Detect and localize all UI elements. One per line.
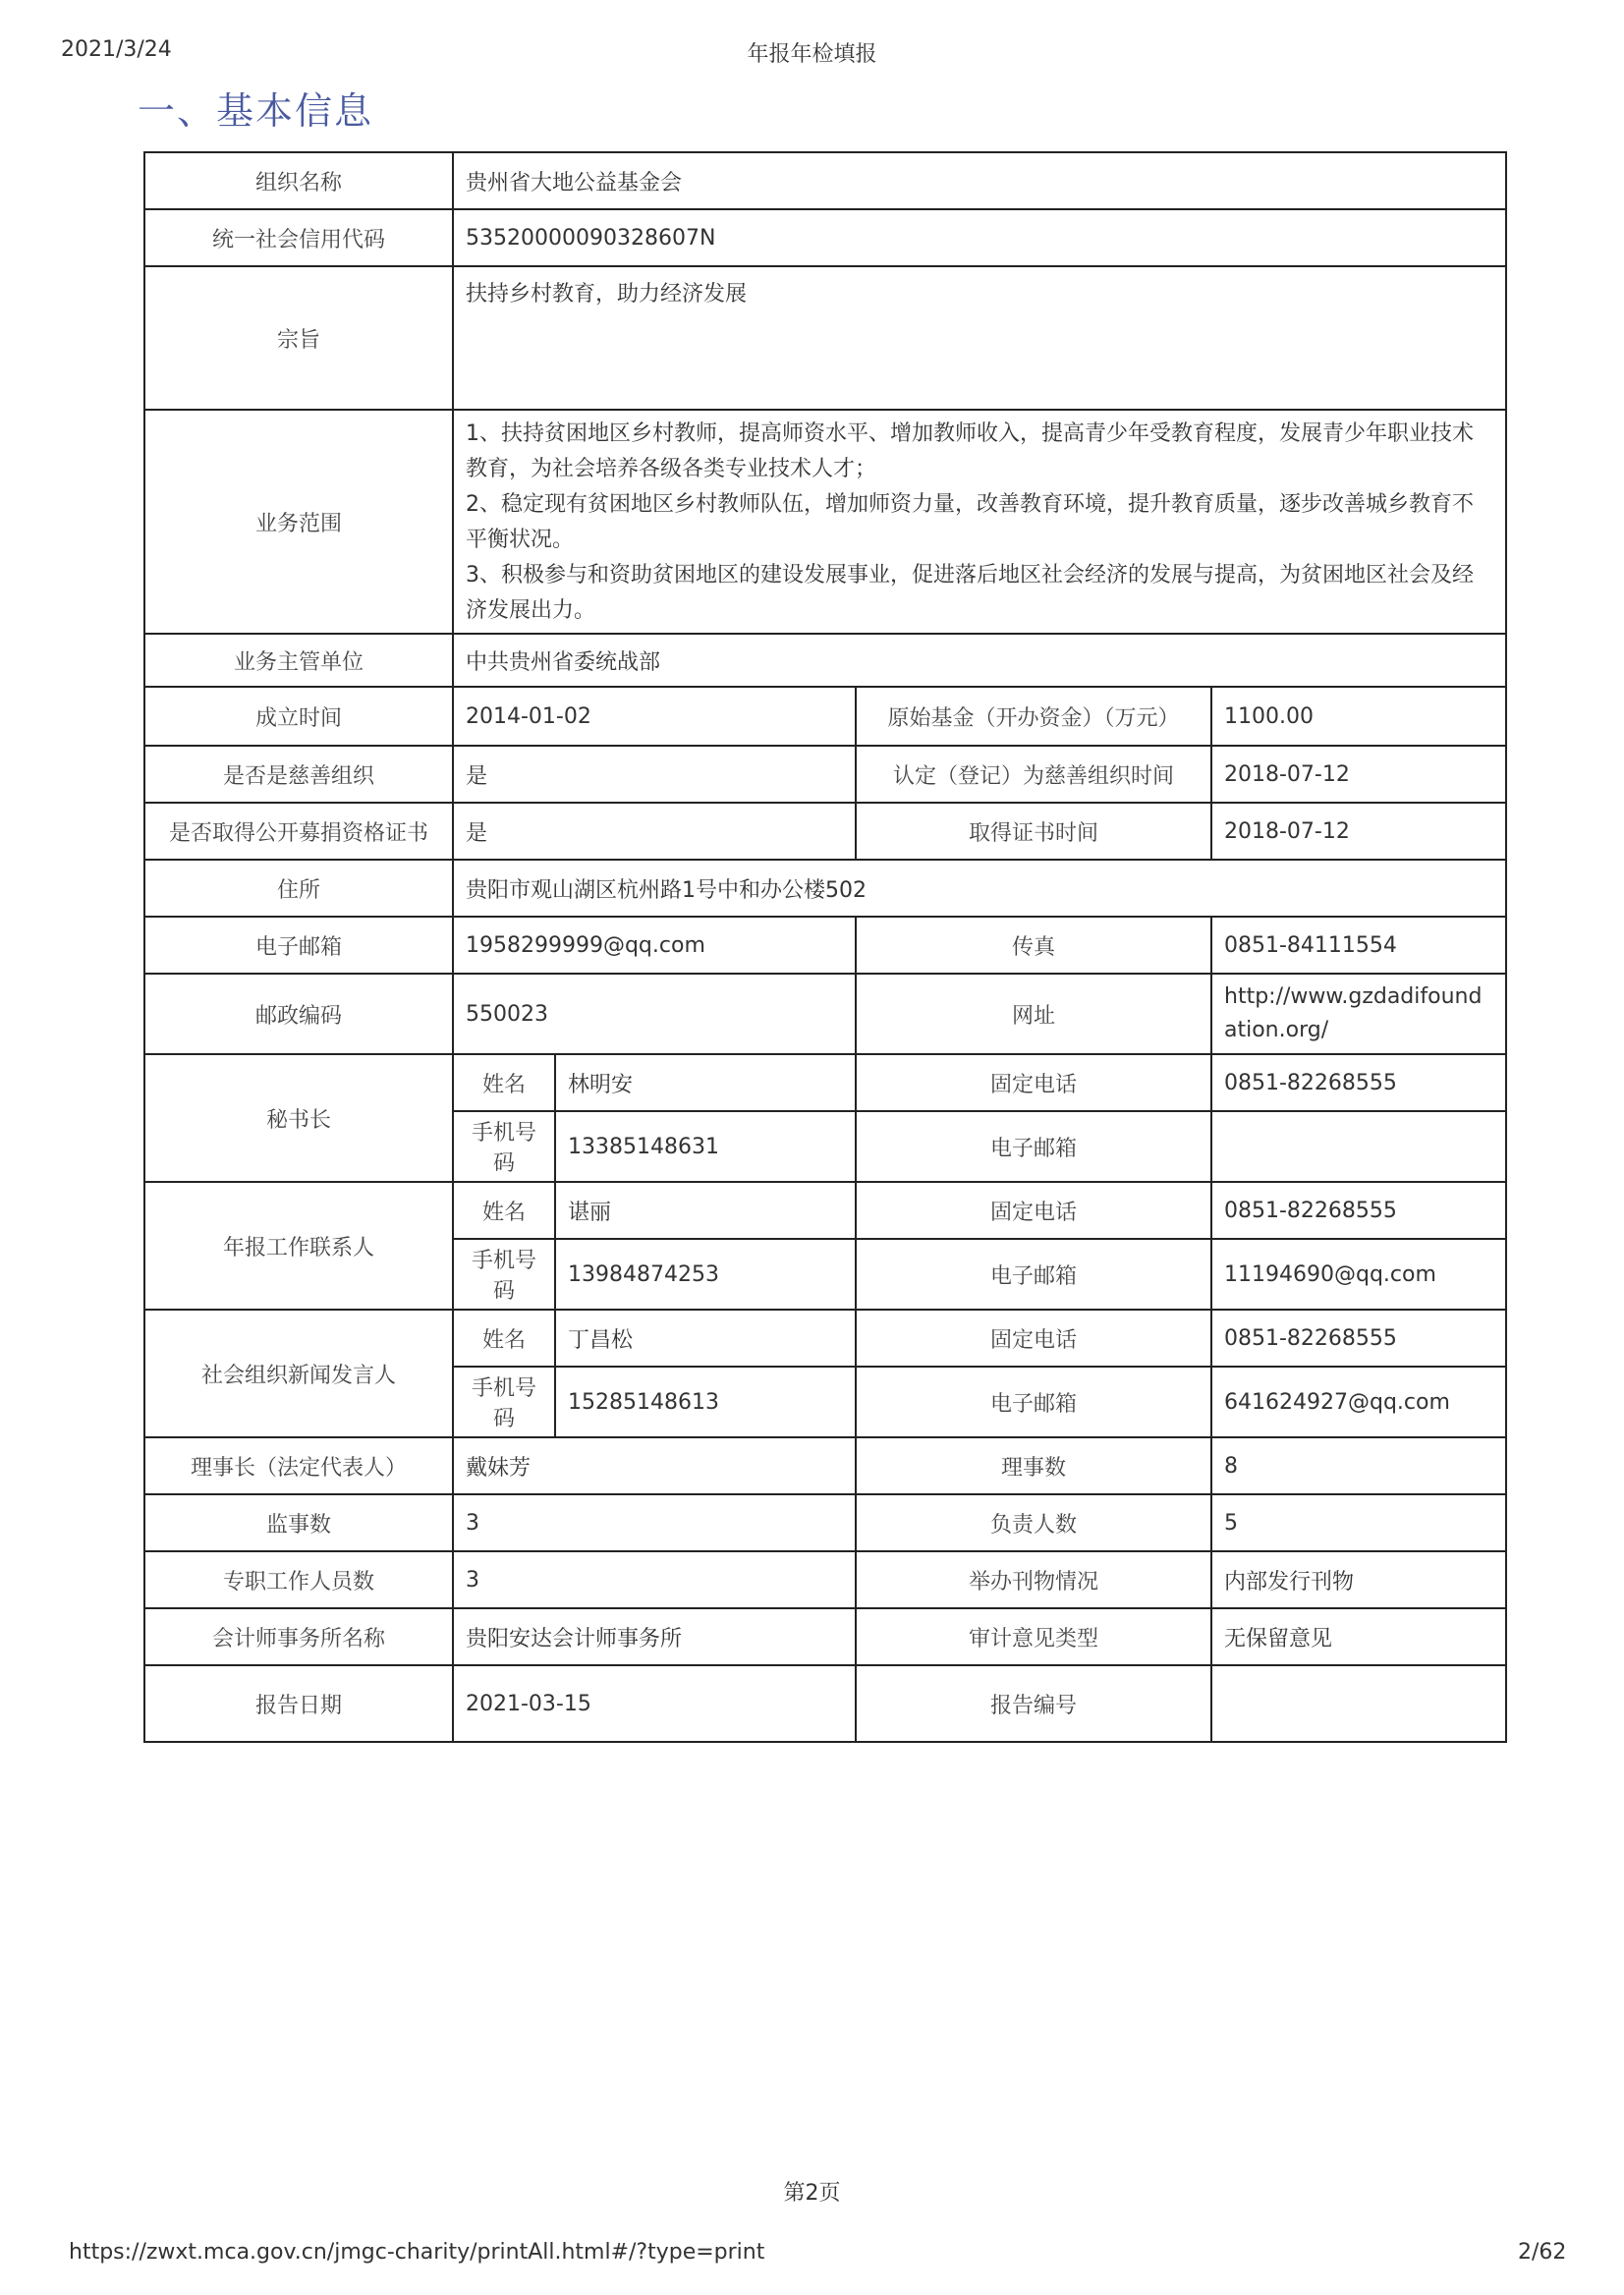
email-value: 1958299999@qq.com [453,917,856,974]
email-label: 电子邮箱 [144,917,453,974]
table-row [144,1182,1506,1239]
report-contact-email: 11194690@qq.com [1211,1239,1506,1310]
footer-url: https://zwxt.mca.gov.cn/jmgc-charity/printAll.html#/?type=print [69,2240,765,2265]
spokesperson-phone: 0851-82268555 [1211,1310,1506,1367]
contact-email-label: 电子邮箱 [856,1367,1211,1437]
table-row [144,1494,1506,1551]
supervisors-label: 监事数 [144,1494,453,1551]
charity-date-label: 认定（登记）为慈善组织时间 [856,746,1211,803]
leaders-value: 5 [1211,1494,1506,1551]
secretary-email [1211,1111,1506,1182]
table-row [144,687,1506,746]
table-row [144,266,1506,410]
spokesperson-email: 641624927@qq.com [1211,1367,1506,1437]
supervisor-value: 中共贵州省委统战部 [453,634,1506,687]
supervisors-value: 3 [453,1494,856,1551]
footer-page-count: 2/62 [1518,2240,1567,2265]
report-contact-mobile: 13984874253 [555,1239,856,1310]
accounting-label: 会计师事务所名称 [144,1608,453,1665]
postcode-label: 邮政编码 [144,974,453,1054]
table-row [144,209,1506,266]
report-contact-name: 谌丽 [555,1182,856,1239]
phone-label: 固定电话 [856,1182,1211,1239]
fax-label: 传真 [856,917,1211,974]
audit-value: 无保留意见 [1211,1608,1506,1665]
table-row [144,1551,1506,1608]
footer-page-number: 第2页 [783,2181,841,2206]
publication-value: 内部发行刊物 [1211,1551,1506,1608]
address-label: 住所 [144,860,453,917]
table-row [144,1437,1506,1494]
scope-item: 1、扶持贫困地区乡村教师，提高师资水平、增加教师收入，提高青少年受教育程度，发展青少年职业技术教育，为社会培养各级各类专业技术人才； [466,421,1475,481]
scope-value [453,410,1506,634]
fund-label: 原始基金（开办资金）（万元） [856,687,1211,746]
fundraise-label: 是否取得公开募捐资格证书 [144,803,453,860]
spokesperson-role: 社会组织新闻发言人 [144,1310,453,1437]
spokesperson-mobile: 15285148613 [555,1367,856,1437]
directors-label: 理事数 [856,1437,1211,1494]
report-contact-phone: 0851-82268555 [1211,1182,1506,1239]
staff-value: 3 [453,1551,856,1608]
chair-label: 理事长（法定代表人） [144,1437,453,1494]
audit-label: 审计意见类型 [856,1608,1211,1665]
header-title: 年报年检填报 [747,42,877,67]
publication-label: 举办刊物情况 [856,1551,1211,1608]
table-row [144,803,1506,860]
org-name-value: 贵州省大地公益基金会 [453,152,1506,209]
staff-label: 专职工作人员数 [144,1551,453,1608]
fundraise-value: 是 [453,803,856,860]
table-row [144,974,1506,1054]
scope-item: 2、稳定现有贫困地区乡村教师队伍，增加师资力量，改善教育环境，提升教育质量，逐步改善城乡教育不平衡状况。 [466,492,1475,552]
accounting-value: 贵阳安达会计师事务所 [453,1608,856,1665]
charity-date-value: 2018-07-12 [1211,746,1506,803]
credit-code-label: 统一社会信用代码 [144,209,453,266]
charity-value: 是 [453,746,856,803]
mobile-label: 手机号码 [453,1367,555,1437]
contact-email-label: 电子邮箱 [856,1111,1211,1182]
website-value: http://www.gzdadifoundation.org/ [1211,974,1506,1054]
cert-date-value: 2018-07-12 [1211,803,1506,860]
report-date-label: 报告日期 [144,1665,453,1742]
purpose-value: 扶持乡村教育，助力经济发展 [453,266,1506,410]
supervisor-label: 业务主管单位 [144,634,453,687]
phone-label: 固定电话 [856,1054,1211,1111]
directors-value: 8 [1211,1437,1506,1494]
phone-label: 固定电话 [856,1310,1211,1367]
secretary-mobile: 13385148631 [555,1111,856,1182]
secretary-role: 秘书长 [144,1054,453,1182]
mobile-label: 手机号码 [453,1239,555,1310]
org-name-label: 组织名称 [144,152,453,209]
name-label: 姓名 [453,1054,555,1111]
secretary-name: 林明安 [555,1054,856,1111]
scope-label: 业务范围 [144,410,453,634]
table-row [144,1665,1506,1742]
report-contact-role: 年报工作联系人 [144,1182,453,1310]
table-row [144,860,1506,917]
table-row [144,1608,1506,1665]
leaders-label: 负责人数 [856,1494,1211,1551]
mobile-label: 手机号码 [453,1111,555,1182]
table-row [144,634,1506,687]
website-label: 网址 [856,974,1211,1054]
basic-info-table [143,151,1507,1743]
founded-value: 2014-01-02 [453,687,856,746]
name-label: 姓名 [453,1310,555,1367]
scope-item: 3、积极参与和资助贫困地区的建设发展事业，促进落后地区社会经济的发展与提高，为贫困地区社会及经济发展出力。 [466,563,1475,623]
section-title: 一、基本信息 [138,89,374,133]
contact-email-label: 电子邮箱 [856,1239,1211,1310]
table-row [144,1310,1506,1367]
address-value: 贵阳市观山湖区杭州路1号中和办公楼502 [453,860,1506,917]
spokesperson-name: 丁昌松 [555,1310,856,1367]
fund-value: 1100.00 [1211,687,1506,746]
credit-code-value: 53520000090328607N [453,209,1506,266]
founded-label: 成立时间 [144,687,453,746]
postcode-value: 550023 [453,974,856,1054]
table-row [144,410,1506,634]
purpose-label: 宗旨 [144,266,453,410]
cert-date-label: 取得证书时间 [856,803,1211,860]
report-date-value: 2021-03-15 [453,1665,856,1742]
name-label: 姓名 [453,1182,555,1239]
secretary-phone: 0851-82268555 [1211,1054,1506,1111]
charity-label: 是否是慈善组织 [144,746,453,803]
report-no-value [1211,1665,1506,1742]
table-row [144,917,1506,974]
chair-value: 戴妹芳 [453,1437,856,1494]
table-row [144,1054,1506,1111]
header-date: 2021/3/24 [61,37,172,62]
table-row [144,746,1506,803]
fax-value: 0851-84111554 [1211,917,1506,974]
table-row [144,152,1506,209]
report-no-label: 报告编号 [856,1665,1211,1742]
